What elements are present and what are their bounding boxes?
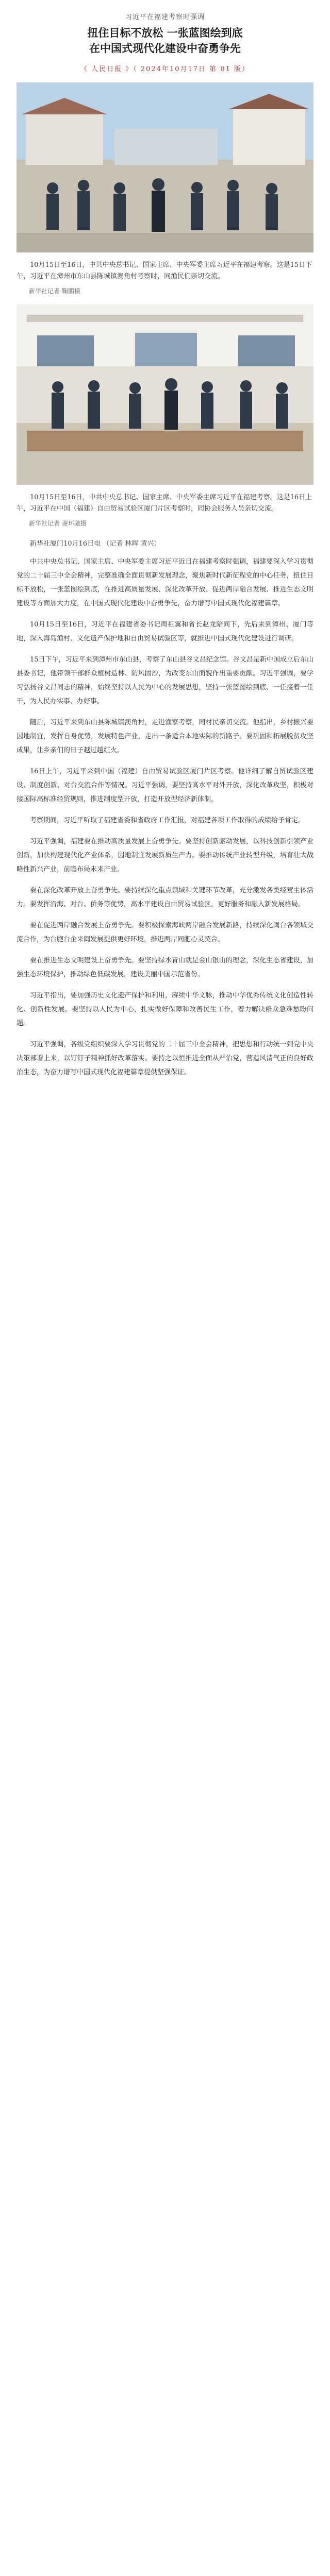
body-paragraph: 中共中央总书记、国家主席、中央军委主席习近平近日在福建考察时强调，福建要深入学习贯彻党的二十届三中全会精神，完整准确全面贯彻新发展理念，聚焦新时代新征程党的中心任务，扭住目标不放松，一张蓝图绘到底，在推进高质量发展、深化改革开放、促进两岸融合发展、推进生态文明建设等方面加大力度，在中国式现代化建设中奋勇争先，奋力谱写中国式现代化福建篇章。 <box>16 558 314 607</box>
photo-1-caption: 10月15日至16日，中共中央总书记、国家主席、中央军委主席习近平在福建考察。这是15日下午，习近平在漳州市东山县陈城镇澳角村考察时，同渔民们亲切交流。 <box>16 261 312 280</box>
body-paragraph: 习近平强调，各级党组织要深入学习贯彻党的二十届三中全会精神，把思想和行动统一到党中央决策部署上来，以钉钉子精神抓好改革落实。要持之以恒推进全面从严治党，营造风清气正的良好政治生态，为奋力谱写中国式现代化福建篇章提供坚强保证。 <box>16 1041 314 1076</box>
body-paragraph: 10月15日至16日，习近平在福建省委书记周祖翼和省长赵龙陪同下，先后来到漳州、厦门等地，深入海岛渔村、文化遗产保护地和自由贸易试验区等，就推进中国式现代化建设进行调研。 <box>16 621 314 642</box>
body-paragraph: 16日上午，习近平来到中国（福建）自由贸易试验区厦门片区考察。他详细了解自贸试验区建设、制度创新、对台交流合作等情况。习近平强调，要坚持高水平对外开放，深化改革攻坚，积极对接国际高标准经贸规则，推进制度型开放，打造开放型经济新体制。 <box>16 768 314 803</box>
article-title-line-1: 扭住目标不放松 一张蓝图绘到底 <box>87 26 243 39</box>
body-paragraph: 随后，习近平来到东山县陈城镇澳角村，走进渔家考察，同村民亲切交流。他指出，乡村振兴要因地制宜，发挥自身优势，发展特色产业，走出一条适合本地实际的新路子。要巩固和拓展脱贫攻坚成果，让乡亲们的日子越过越红火。 <box>16 719 314 754</box>
body-paragraph: 要在促进两岸融合发展上奋勇争先。要积极探索海峡两岸融合发展新路，持续深化闽台各领域交流合作，为台胞台企来闽发展提供更好环境，推进两岸同胞心灵契合。 <box>16 922 314 943</box>
photo-1-credit: 新华社记者 鞠鹏摄 <box>29 287 80 295</box>
body-paragraph: 考察期间，习近平听取了福建省委和省政府工作汇报，对福建各项工作取得的成绩给予肯定。 <box>30 817 305 824</box>
article-dateline: 新华社厦门10月16日电 （记者 林晖 黄兴） <box>30 540 161 548</box>
article-title <box>16 25 314 56</box>
article-kicker: 习近平在福建考察时强调 <box>125 13 205 21</box>
body-paragraph: 15日下午，习近平来到漳州市东山县，考察了东山县谷文昌纪念馆。谷文昌是新中国成立后东山县委书记，他带领干部群众植树造林、防风固沙，为改变东山面貌作出重要贡献。习近平强调，要学习弘扬谷文昌同志的精神，始终坚持以人民为中心的发展思想，坚持一张蓝图绘到底、一任接着一任干，为人民办实事、办好事。 <box>16 656 314 705</box>
photo-2-caption: 10月15日至16日，中共中央总书记、国家主席、中央军委主席习近平在福建考察。这是16日上午，习近平在中国（福建）自由贸易试验区厦门片区考察时，同协会服务人员亲切交流。 <box>16 494 312 513</box>
body-paragraph: 习近平指出，要加强历史文化遗产保护和利用，赓续中华文脉，推动中华优秀传统文化创造性转化、创新性发展。要坚持以人民为中心，扎实做好保障和改善民生工作，着力解决群众急难愁盼问题。 <box>16 992 314 1027</box>
news-photo-free-trade-zone <box>16 304 314 485</box>
article-title-line-2: 在中国式现代化建设中奋勇争先 <box>89 42 241 55</box>
photo-2-credit: 新华社记者 谢环驰摄 <box>29 520 87 527</box>
body-paragraph: 要在深化改革开放上奋勇争先。要持续深化重点领域和关键环节改革，充分激发各类经营主体活力。要发挥沿海、对台、侨务等优势，高水平建设自由贸易试验区，更好服务和融入新发展格局。 <box>16 887 314 908</box>
news-photo-village <box>16 82 314 252</box>
body-paragraph: 习近平强调，福建要在推动高质量发展上奋勇争先。要坚持创新驱动发展，以科技创新引领产业创新，加快构建现代化产业体系，因地制宜发展新质生产力。要推动传统产业转型升级，培育壮大战略性新兴产业，前瞻布局未来产业。 <box>16 838 314 873</box>
body-paragraph: 要在推进生态文明建设上奋勇争先。要坚持绿水青山就是金山银山的理念，深化生态省建设，加强生态环境保护，推动绿色低碳发展，建设美丽中国示范省份。 <box>16 957 314 978</box>
article-source: 《 人民日报 》（ 2024年10月17日 第 01 版） <box>80 65 250 73</box>
